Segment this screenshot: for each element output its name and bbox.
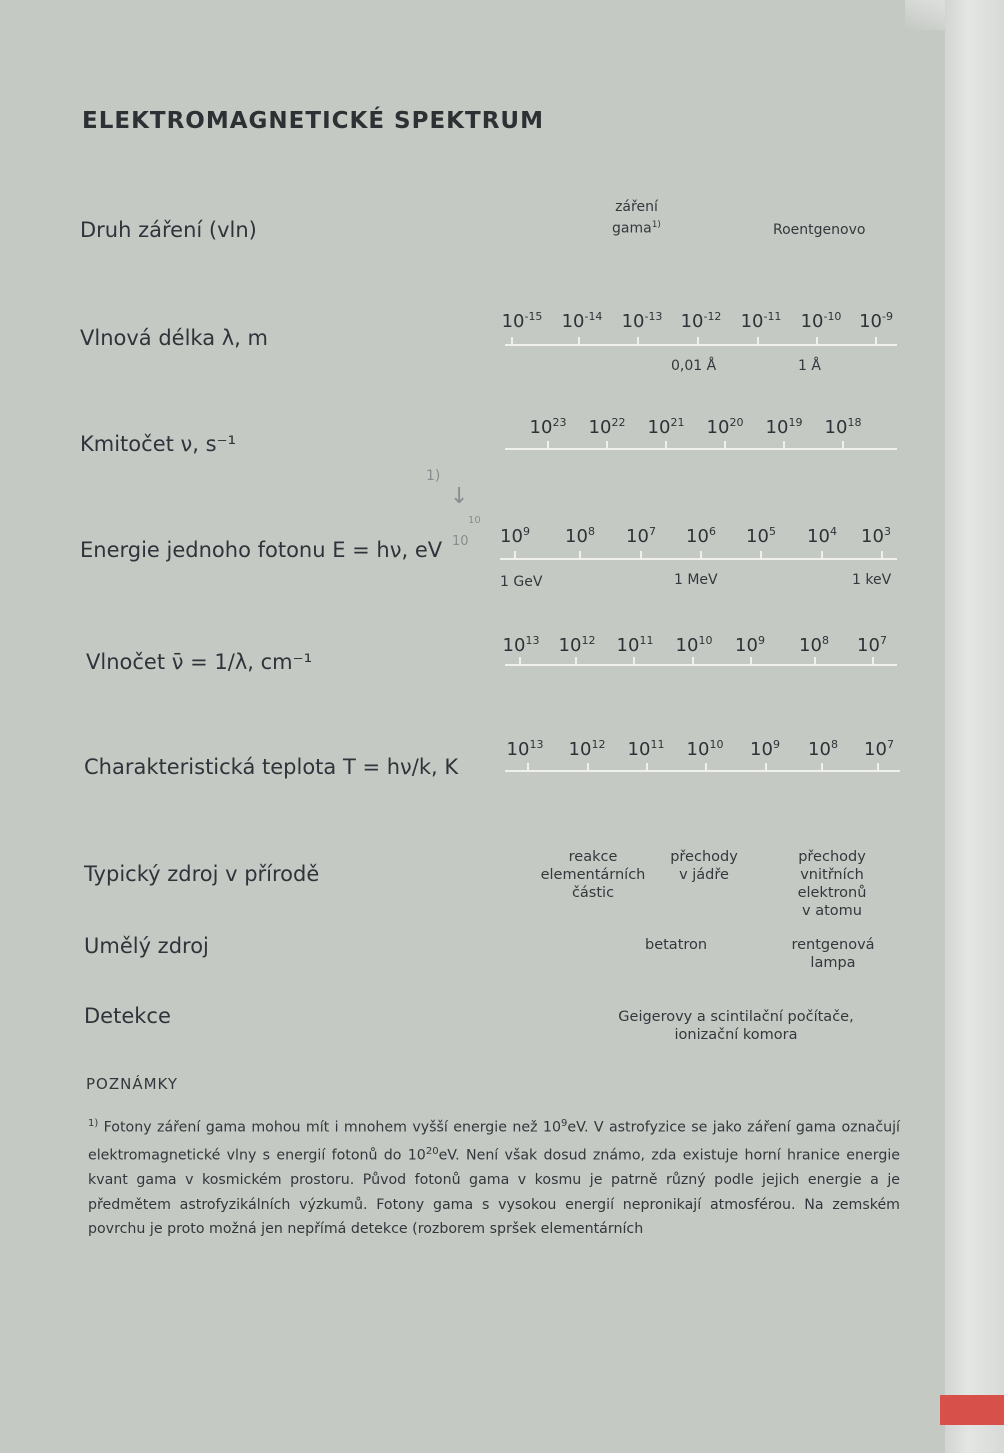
text-line: elementárních [540,867,646,883]
energy-tick-label: $10^8$ [565,525,595,547]
frequency-tick [783,441,785,449]
wavenumber-tick-label: $10^{12}$ [558,634,596,656]
temperature-tick-label: $10^7$ [864,738,894,760]
text-line: v atomu [802,903,862,919]
energy-tick-label: $10^6$ [686,525,716,547]
text-line: vnitřních [800,867,864,883]
energy-sub-kev: 1 keV [852,572,892,588]
wavelength-tick [816,337,818,345]
text-span: eV. Není však dosud známo, zda existuje horní hranice energie kvant gama v kosmickém prostoru. Původ fotonů gama v kosmu je patrně různý podle jejich energie a je předmětem astrofyzikálních výzkumů. Fotony gama s vysokou energií nepronikají atmosférou. Na zemském povrchu je proto možná jen nepřímá detekce (rozborem spršek elementárních [88,1147,900,1238]
row-label-zdroj: Typický zdroj v přírodě [84,862,320,886]
exponent: 20 [425,1146,439,1158]
energy-sub-gev: 1 GeV [500,574,543,590]
wavelength-tick-label: $10^{-14}$ [561,310,603,332]
wavenumber-tick-label: $10^9$ [735,634,765,656]
frequency-tick [665,441,667,449]
wavenumber-tick-label: $10^{13}$ [502,634,540,656]
wavenumber-tick-label: $10^{11}$ [616,634,654,656]
footnote-text [88,1112,900,1242]
energy-tick-label: $10^9$ [500,525,530,547]
wavelength-tick-label: $10^{-13}$ [621,310,663,332]
wavelength-tick [757,337,759,345]
wavenumber-tick [692,657,694,665]
temperature-tick [821,763,823,771]
wavelength-sub-1-angstrom: 1 Å [798,358,821,374]
pencil-number: 10 [452,534,469,549]
text-line: částic [571,885,615,901]
wavenumber-tick-label: $10^7$ [857,634,887,656]
wavenumber-tick-label: $10^8$ [799,634,829,656]
gamma-label [612,198,661,238]
gamma-footnote-ref: 1) [651,220,661,230]
temperature-tick-label: $10^{12}$ [568,738,606,760]
temperature-tick [587,763,589,771]
wavenumber-tick [872,657,874,665]
wavelength-scale [501,308,897,374]
wavelength-tick-label: $10^{-9}$ [859,310,893,332]
temperature-axis [505,770,900,772]
spine-red-band [940,1395,1004,1425]
source-nature-electrons [786,848,878,920]
frequency-tick [606,441,608,449]
temperature-tick [646,763,648,771]
detection-methods [610,1008,862,1044]
frequency-tick-label: $10^{22}$ [588,416,626,438]
temperature-tick-label: $10^{13}$ [506,738,544,760]
frequency-tick-label: $10^{23}$ [529,416,567,438]
temperature-tick [527,763,529,771]
wavelength-tick-label: $10^{-12}$ [680,310,722,332]
frequency-tick-label: $10^{19}$ [765,416,803,438]
roentgen-label: Roentgenovo [773,222,866,238]
frequency-tick-label: $10^{18}$ [824,416,862,438]
frequency-tick-label: $10^{21}$ [647,416,685,438]
temperature-tick [877,763,879,771]
temperature-tick-label: $10^9$ [750,738,780,760]
temperature-tick [705,763,707,771]
text-line: reakce [568,849,618,865]
temperature-scale [505,736,900,778]
frequency-scale [505,414,897,454]
row-label-kmitocet: Kmitočet ν, s⁻¹ [80,432,237,456]
wavenumber-tick-label: $10^{10}$ [675,634,713,656]
source-nature-nucleus [664,848,744,884]
energy-tick [514,551,516,559]
wavenumber-tick [633,657,635,665]
energy-sub-mev: 1 MeV [674,572,718,588]
row-label-detekce: Detekce [84,1004,171,1028]
source-artificial-betatron: betatron [645,937,708,953]
temperature-tick-label: $10^{10}$ [686,738,724,760]
wavenumber-tick [750,657,752,665]
footnote-marker: 1) [88,1118,99,1129]
wavelength-tick [578,337,580,345]
text-line: lampa [810,955,856,971]
text-line: elektronů [797,885,867,901]
row-label-druh: Druh záření (vln) [80,218,257,242]
frequency-tick [724,441,726,449]
energy-tick-label: $10^3$ [861,525,891,547]
wavelength-tick-label: $10^{-15}$ [501,310,543,332]
notes-heading: POZNÁMKY [86,1075,179,1093]
wavelength-tick-label: $10^{-10}$ [800,310,842,332]
energy-tick [881,551,883,559]
energy-tick-label: $10^4$ [807,525,837,547]
wavelength-tick [697,337,699,345]
frequency-axis [505,448,897,450]
gamma-label-line1: záření [615,199,658,215]
wavelength-sub-0-01-angstrom: 0,01 Å [671,358,717,374]
frequency-tick-label: $10^{20}$ [706,416,744,438]
source-artificial-xray-tube [784,936,882,972]
wavelength-tick-label: $10^{-11}$ [740,310,782,332]
wavelength-tick [875,337,877,345]
row-label-umely: Umělý zdroj [84,934,209,958]
energy-tick-label: $10^5$ [746,525,776,547]
row-label-vlnocet: Vlnočet ν̄ = 1/λ, cm⁻¹ [86,650,313,674]
wavelength-tick [637,337,639,345]
energy-tick [760,551,762,559]
text-span: Fotony záření gama mohou mít i mnohem vyšší energie než 10 [103,1119,561,1136]
text-span: eV. V astrofyzice se jako záření gama označují elektromagnetické vlny s energií fotonů do 10 [88,1119,900,1164]
wavelength-tick [511,337,513,345]
wavelength-axis [505,344,897,346]
row-label-teplota: Charakteristická teplota T = hν/k, K [84,755,459,779]
wavenumber-tick [575,657,577,665]
frequency-tick [842,441,844,449]
wavenumber-tick [519,657,521,665]
wavenumber-tick [814,657,816,665]
pencil-note: 1) [426,468,441,484]
energy-tick [700,551,702,559]
text-line: rentgenová [791,937,875,953]
energy-tick [640,551,642,559]
text-line: přechody [798,849,866,865]
row-label-energie: Energie jednoho fotonu E = hν, eV [80,538,443,562]
page-title: ELEKTROMAGNETICKÉ SPEKTRUM [82,108,544,134]
energy-tick [821,551,823,559]
text-line: ionizační komora [674,1027,798,1043]
wavenumber-scale [502,632,897,672]
temperature-tick [765,763,767,771]
text-line: v jádře [679,867,729,883]
energy-tick [579,551,581,559]
book-spine [945,0,1004,1453]
energy-scale [500,522,897,594]
gamma-label-line2: gama [612,220,652,237]
exponent: 9 [560,1118,568,1129]
text-line: Geigerovy a scintilační počítače, [618,1009,854,1025]
temperature-tick-label: $10^8$ [808,738,838,760]
page-fold [905,0,950,30]
source-nature-particles [538,848,648,902]
pencil-mark: 10 [468,515,481,526]
temperature-tick-label: $10^{11}$ [627,738,665,760]
pencil-arrow-icon: ↓ [450,484,469,509]
row-label-vlnova: Vlnová délka λ, m [80,326,268,350]
wavenumber-axis [505,664,897,666]
energy-tick-label: $10^7$ [626,525,656,547]
energy-axis [500,558,897,560]
text-line: přechody [670,849,738,865]
frequency-tick [547,441,549,449]
